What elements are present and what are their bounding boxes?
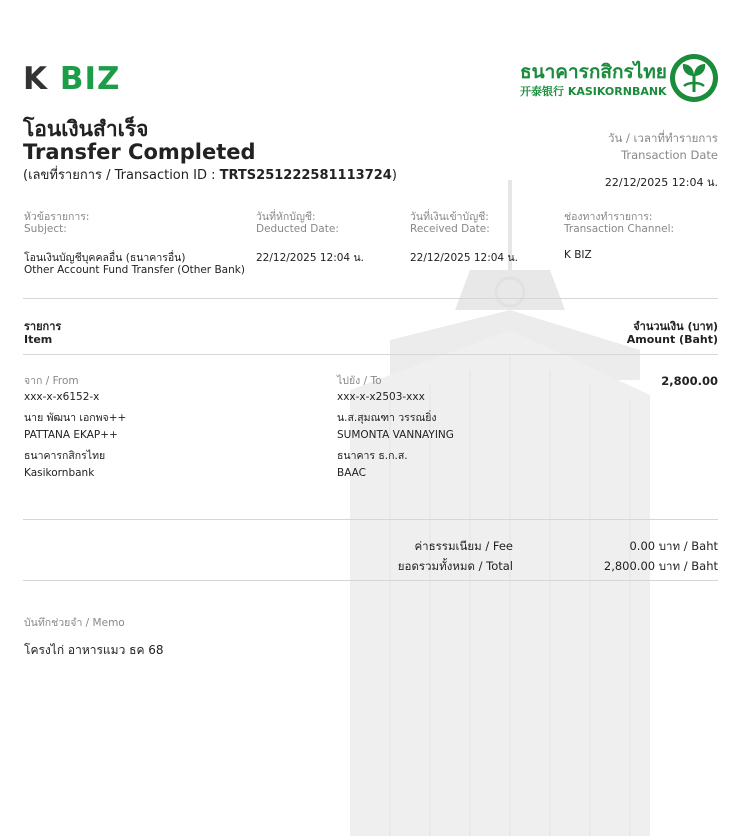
title-thai: โอนเงินสำเร็จ [23,117,149,141]
to-account: xxx-x-x2503-xxx [337,391,425,403]
channel-value: K BIZ [564,249,592,261]
to-bank-english: BAAC [337,467,367,479]
transaction-date-label-english: Transaction Date [621,148,718,162]
subject-label-thai: หัวข้อรายการ: [24,211,90,223]
bank-name-english: 开泰银行 KASIKORNBANK [520,85,667,98]
total-value: 2,800.00 บาท / Baht [603,559,718,573]
subject-label-english: Subject: [24,223,67,235]
total-label: ยอดรวมทั้งหมด / Total [397,559,513,573]
kbiz-logo: K BIZ [23,61,121,97]
memo-value: โครงไก่ อาหารแมว ธค 68 [24,643,164,657]
amount-header-thai: จำนวนเงิน (บาท) [633,320,718,333]
to-label: ไปยัง / To [337,375,382,387]
from-bank-english: Kasikornbank [24,467,95,479]
channel-label-english: Transaction Channel: [564,223,675,235]
amount-header-english: Amount (Baht) [626,333,718,346]
transfer-amount: 2,800.00 [661,374,718,388]
building-watermark [350,180,653,836]
channel-label-thai: ช่องทางทำรายการ: [564,211,653,223]
to-name-thai: น.ส.สุมณฑา วรรณยิ่ง [337,412,437,424]
item-header-thai: รายการ [24,320,62,333]
fee-value: 0.00 บาท / Baht [629,539,718,553]
from-name-thai: นาย พัฒนา เอกพจ++ [24,412,127,424]
from-account: xxx-x-x6152-x [24,391,100,403]
received-date-value: 22/12/2025 12:04 น. [410,252,518,264]
received-date-label-english: Received Date: [410,223,490,235]
item-header-english: Item [24,333,53,346]
divider [23,519,718,520]
bank-name-thai: ธนาคารกสิกรไทย [520,61,667,83]
deducted-date-label-thai: วันที่หักบัญชี: [256,211,316,223]
divider [23,298,718,299]
divider [23,354,718,355]
received-date-label-thai: วันที่เงินเข้าบัญชี: [410,211,489,223]
from-bank-thai: ธนาคารกสิกรไทย [24,450,106,462]
transaction-date-value: 22/12/2025 12:04 น. [604,176,718,189]
divider [23,580,718,581]
from-label: จาก / From [24,375,79,387]
deducted-date-label-english: Deducted Date: [256,223,339,235]
subject-value-thai: โอนเงินบัญชีบุคคลอื่น (ธนาคารอื่น) [24,252,186,264]
to-name-english: SUMONTA VANNAYING [337,429,454,441]
kasikorn-emblem-icon [668,52,720,104]
deducted-date-value: 22/12/2025 12:04 น. [256,252,364,264]
fee-label: ค่าธรรมเนียม / Fee [414,539,513,553]
from-name-english: PATTANA EKAP++ [24,429,118,441]
to-bank-thai: ธนาคาร ธ.ก.ส. [337,450,408,462]
memo-label: บันทึกช่วยจำ / Memo [24,617,125,629]
subject-value-english: Other Account Fund Transfer (Other Bank) [24,264,245,276]
transaction-id: (เลขที่รายการ / Transaction ID : TRTS251222581113724) [23,168,397,183]
transaction-date-label-thai: วัน / เวลาที่ทำรายการ [608,131,718,145]
title-english: Transfer Completed [23,140,256,164]
